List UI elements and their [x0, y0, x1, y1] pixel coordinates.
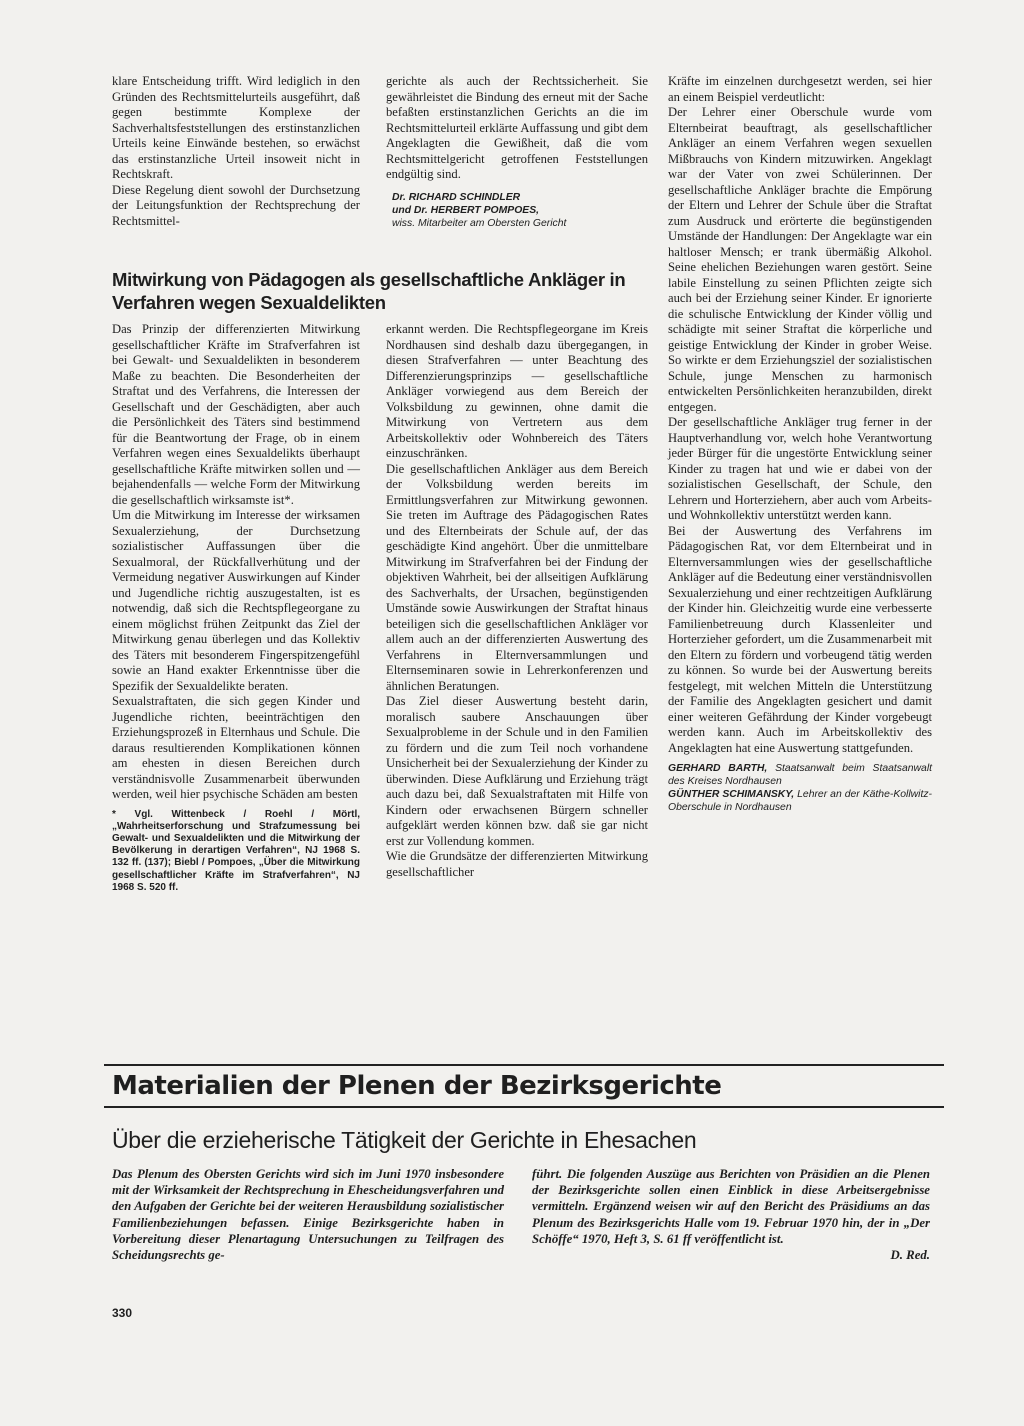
intro-right [532, 1166, 930, 1263]
editor-mark: D. Red. [890, 1248, 930, 1263]
section-rule-bottom [104, 1106, 944, 1108]
top-column-2 [386, 74, 648, 230]
page-number: 330 [112, 1306, 133, 1320]
paragraph: gerichte als auch der Rechtssicherheit. Sie gewährleistet die Bindung des erneut mit der Sache befaßten erstinstanzlichen Gerichts an die im Rechtsmittelurteil erklärte Auffassung und gibt dem Angeklagten die Gewißheit, daß die vom Rechtsmittelgericht getroffenen Feststellungen endgültig sind. [386, 74, 648, 181]
paragraph: erkannt werden. Die Rechtspflegeorgane im Kreis Nordhausen sind deshalb dazu übergegangen, in diesen Strafverfahren — unter Beachtung des Differenzierungsprinzips — gesellschaftliche Ankläger vorwiegend aus dem Bereich der Volksbildung zu gewinnen, ohne damit die Mitwirkung von Vertretern aus dem Arbeitskollektiv oder Wohnbereich des Täters einzuschränken. [386, 322, 648, 460]
paragraph: Das Prinzip der differenzierten Mitwirkung gesellschaftlicher Kräfte im Strafverfahren ist bei Gewalt- und Sexualdelikten in besonderem Maße zu beachten. Die Besonderheiten der Straftat und des Verfahrens, die Interessen der Gesellschaft und der Geschädigten, aber auch die Persönlichkeit des Täters sind bestimmend für die Beantwortung der Frage, ob in einem Verfahren wegen eines Sexualdelikts überhaupt gesellschaftliche Kräfte mitwirken sollen und — bejahendenfalls — welche Form der Mitwirkung die gesellschaftlich wirksamste ist*. [112, 322, 360, 507]
paragraph: Sexualstraftaten, die sich gegen Kinder und Jugendliche richten, beeinträchtigen den Erziehungsprozeß in Elternhaus und Schule. Die daraus resultierenden Komplikationen können am ehesten in diesen Bereichen durch verständnisvolle Zusammenarbeit überwunden werden, weil hier psychische Schäden am besten [112, 694, 360, 801]
paragraph: Das Plenum des Obersten Gerichts wird sich im Juni 1970 insbesondere mit der Wirksamkeit der Rechtsprechung in Ehescheidungsverfahren und den Aufgaben der Gerichte bei der weiteren Herausbildung sozialistischer Familienbeziehungen befassen. Einige Bezirksgerichte haben in Vorbereitung dieser Plenartagung Untersuchungen zu Teilfragen des Scheidungsrechts ge- [112, 1167, 504, 1263]
paragraph: Der Lehrer einer Oberschule wurde vom Elternbeirat beauftragt, als gesellschaftlicher Ankläger an einem Verfahren wegen sexuellen Mißbrauchs von Kindern mitzuwirken. Angeklagt war der Vater von zwei Schülerinnen. Der gesellschaftliche Ankläger brachte die Empörung der Eltern und Lehrer der Schule über die Straftat zum Ausdruck und erörterte die begünstigenden Umstände der Handlungen: Der Angeklagte war ein haltloser Mensch; er trank übermäßig Alkohol. Seine ehelichen Beziehungen waren gestört. Seine labile Einstellung zu seinen Pflichten zeigte sich auch bei der Erziehung seiner Kinder. Er ignorierte die schulische Entwicklung der Kinder völlig und schädigte mit seiner Straftat die körperliche und geistige Entwicklung der Kinder in grober Weise. So wirkte er dem Erziehungsziel der sozialistischen Schule, junge Menschen zu harmonisch entwickelten Persönlichkeiten heranzubilden, direkt entgegen. [668, 105, 932, 414]
signature-role: Staatsanwalt beim Staatsanwalt des Kreises Nordhausen [668, 763, 933, 787]
footnote: * Vgl. Wittenbeck / Roehl / Mörtl, „Wahrheitserforschung und Strafzumessung bei Gewalt- und Sexualdelikten und die Mitwirkung der Bevölkerung in derartigen Verfahren“, NJ 1968 S. 132 ff. (137); Biebl / Pompoes, „Über die Mitwirkung gesellschaftlicher Kräfte im Strafverfahren“, NJ 1968 S. 520 ff. [112, 808, 360, 893]
signature-role: wiss. Mitarbeiter am Obersten Gericht [392, 217, 567, 229]
signature-name: GÜNTHER SCHIMANSKY, [668, 789, 795, 800]
article-title: Mitwirkung von Pädagogen als gesellschaftliche Ankläger in Verfahren wegen Sexualdelikten [112, 269, 626, 313]
intro-left [112, 1166, 504, 1263]
signature-role: Lehrer an der Käthe-Kollwitz-Oberschule in Nordhausen [668, 789, 932, 813]
paragraph: Das Ziel dieser Auswertung besteht darin, moralisch saubere Anschauungen über Sexualprobleme in der Schule und in den Familien zu fördern und die zum Teil noch vorhandene Unsicherheit bei der Sexualerziehung der Kinder zu überwinden. Diese Aufklärung und Erziehung trägt auch dazu bei, daß Sexualstraftaten mit Hilfe von Kindern oder erwachsenen Bürgern schneller aufgeklärt werden können bzw. daß sie gar nicht erst zur Vollendung kommen. [386, 694, 648, 848]
paragraph: Der gesellschaftliche Ankläger trug ferner in der Hauptverhandlung vor, welch hohe Verantwortung jeder Bürger für die ungestörte Entwicklung seiner Kinder zu tragen hat und wie er dabei von der sozialistischen Gesellschaft, der Schule, den Lehrern und Horterziehern, aber auch vom Arbeits- und Wohnkollektiv unterstützt werden kann. [668, 415, 932, 522]
signature-name: Dr. RICHARD SCHINDLER [392, 191, 521, 203]
paragraph: Wie die Grundsätze der differenzierten Mitwirkung gesellschaftlicher [386, 849, 648, 879]
paragraph: Diese Regelung dient sowohl der Durchsetzung der Leitungsfunktion der Rechtsprechung der Rechtsmittel- [112, 182, 360, 228]
paragraph: Kräfte im einzelnen durchgesetzt werden, sei hier an einem Beispiel verdeutlicht: [668, 74, 932, 104]
top-column-1 [112, 74, 360, 229]
article-column-2 [386, 322, 648, 880]
paragraph: Bei der Auswertung des Verfahrens im Pädagogischen Rat, vor dem Elternbeirat und in Elternversammlungen wies der gesellschaftliche Ankläger auf die Bedeutung einer verständnisvollen Sexualerziehung und einer rechtzeitigen Aufklärung der Kinder hin. Gleichzeitig wurde eine verbesserte Familienbetreuung durch Klassenleiter und Horterzieher gefordert, um die Zusammenarbeit mit den Eltern zu fördern und vorbeugend tätig werden zu können. So wurde bei der Auswertung bereits festgelegt, mit welchen Mitteln die Unterstützung der Familie des Angeklagten gesichert und damit einer weiteren Gefährdung der Kinder vorgebeugt werden kann. Auch im Arbeitskollektiv des Angeklagten hat eine Auswertung stattgefunden. [668, 523, 932, 755]
section-article-title: Über die erzieherische Tätigkeit der Gerichte in Ehesachen [112, 1127, 697, 1153]
signature-top [392, 191, 648, 230]
signature-name: und Dr. HERBERT POMPOES, [392, 204, 540, 216]
paragraph: Die gesellschaftlichen Ankläger aus dem Bereich der Volksbildung werden bereits im Ermittlungsverfahren zur Mitwirkung gewonnen. Sie treten im Auftrage des Pädagogischen Rates und des Elternbeirats der Schule auf, der das geschädigte Kind angehört. Über die unmittelbare Mitwirkung im Strafverfahren bei der Findung der objektiven Wahrheit, bei der allseitigen Aufklärung des Sachverhalts, der Ursachen, begünstigenden Umstände sowie Auswirkungen der Straftat hinaus beteiligen sich die gesellschaftlichen Ankläger vor allem auch an der differenzierten Auswertung des Verfahrens in Elternversammlungen und Elternseminaren sowie in Lehrerkonferenzen und ähnlichen Beratungen. [386, 461, 648, 693]
signature-name: GERHARD BARTH, [668, 763, 768, 774]
signature-article [668, 762, 932, 814]
paragraph: klare Entscheidung trifft. Wird lediglich in den Gründen des Rechtsmittelurteils ausgeführt, daß gegen bestimmte Komplexe der Sachverhaltsfeststellungen des erstinstanzlichen Urteils keine Einwände bestehen, so erwächst das erstinstanzliche Urteil insoweit nicht in Rechtskraft. [112, 74, 360, 181]
paragraph: führt. Die folgenden Auszüge aus Berichten von Präsidien an die Plenen der Bezirksgerichte sollen einen Einblick in diese Arbeitsergebnisse vermitteln. Ergänzend weisen wir auf den Bericht des Präsidiums an das Plenum des Bezirksgerichts Halle vom 19. Februar 1970 hin, der in „Der Schöffe“ 1970, Heft 3, S. 61 ff veröffentlicht ist. [532, 1167, 930, 1246]
section-rule-top [104, 1064, 944, 1066]
section-title: Materialien der Plenen der Bezirksgerichte [112, 1071, 722, 1101]
article-column-1 [112, 322, 360, 894]
article-column-3 [668, 74, 932, 814]
paragraph: Um die Mitwirkung im Interesse der wirksamen Sexualerziehung, der Durchsetzung sozialistischer Auffassungen über die Sexualmoral, der Rückfallverhütung und der Vermeidung negativer Auswirkungen auf Kinder und Jugendliche richtig auszugestalten, ist es notwendig, daß sich die Rechtspflegeorgane zu einem möglichst frühen Zeitpunkt das Ziel der Mitwirkung genau überlegen und das Kollektiv des Täters mit besonderem Fingerspitzengefühl sowie an Hand exakter Erkenntnisse über die Spezifik der Sexualdelikte beraten. [112, 508, 360, 693]
